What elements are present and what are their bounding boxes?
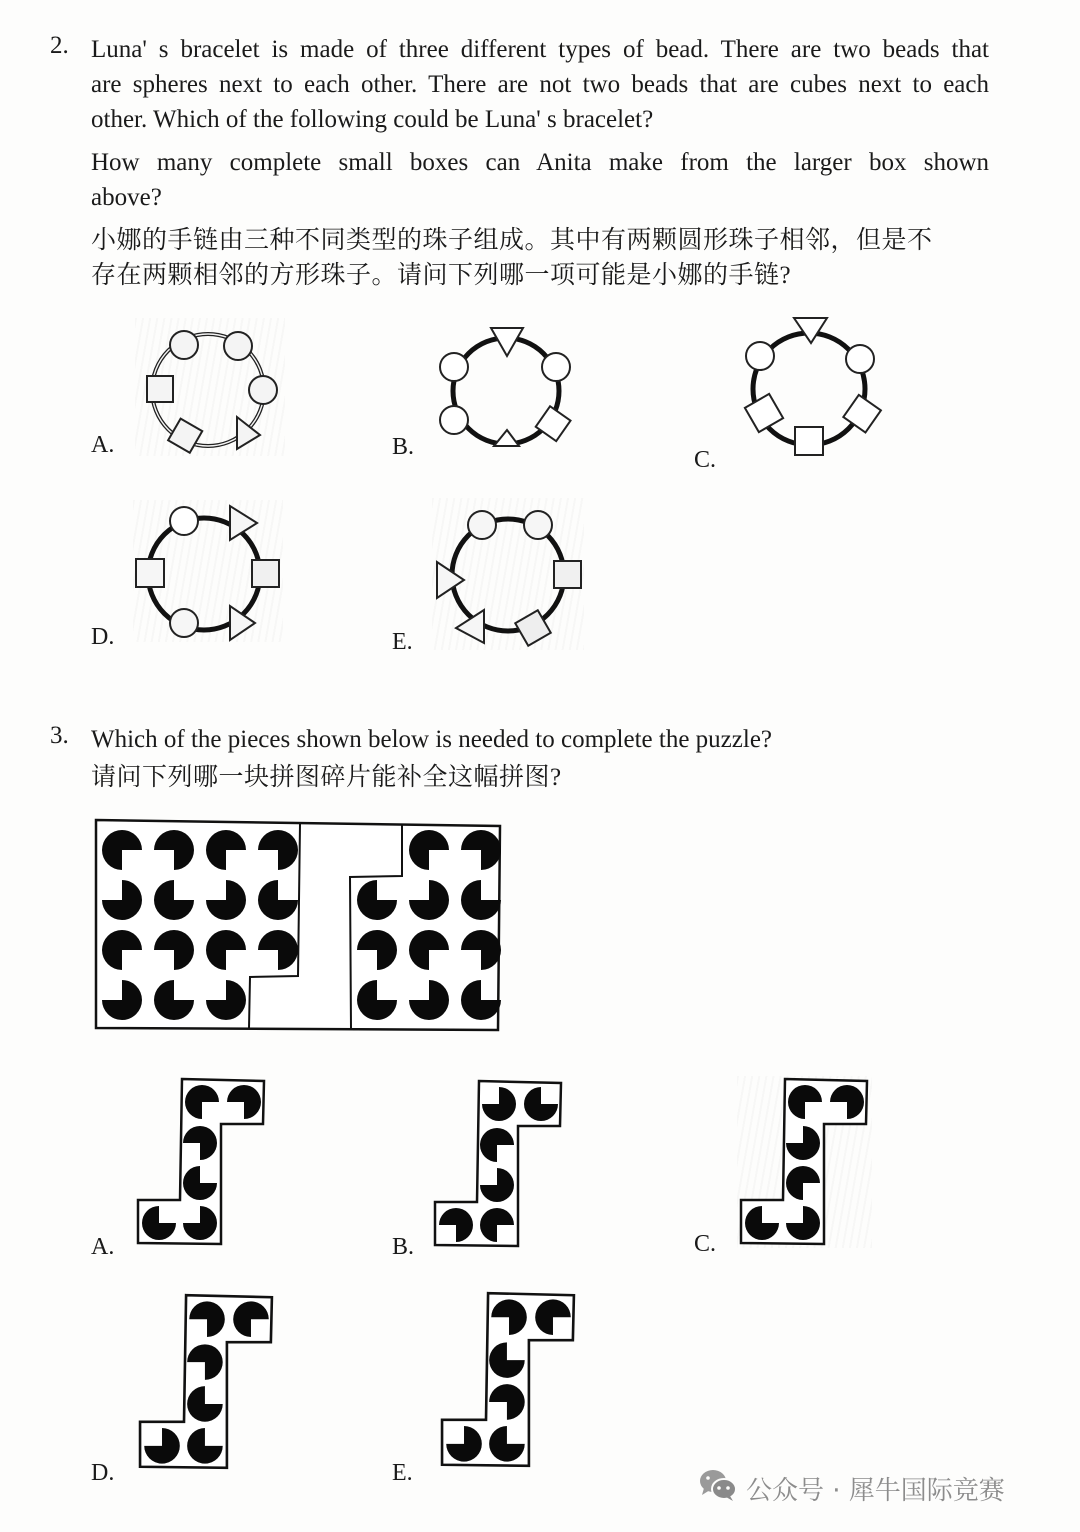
sphere-bead-icon [542,353,570,381]
sphere-bead-icon [524,511,552,539]
watermark-text: 公众号 · 犀牛国际竞赛 [746,1476,1005,1506]
cube-bead-icon [554,561,581,588]
piece-c-label: C. [694,1231,717,1257]
bracelet-option-d[interactable] [133,500,283,642]
bracelet-option-a[interactable] [135,318,285,456]
question-2-line-2: are spheres next to each other. There are not two beads that are cubes next to each [91,71,989,98]
wechat-icon [698,1468,738,1509]
question-2-line-3: other. Which of the following could be Luna' s bracelet? [91,106,654,133]
triangle-bead-icon [494,430,519,446]
piece-e-label: E. [392,1460,413,1486]
question-2-number: 2. [50,32,69,59]
sphere-bead-icon [440,406,468,434]
bracelet-option-c[interactable] [736,312,886,462]
piece-a-label: A. [91,1234,115,1260]
triangle-bead-icon [491,328,523,356]
sphere-bead-icon [224,332,252,360]
question-2-text [91,32,989,293]
cube-bead-icon [536,406,571,441]
question-3-cn-text: 请问下列哪一块拼图碎片能补全这幅拼图? [91,764,562,791]
sphere-bead-icon [249,376,277,404]
cube-bead-icon [168,419,202,453]
question-2-cn-line-1: 小娜的手链由三种不同类型的珠子组成。其中有两颗圆形珠子相邻，但是不 [91,227,933,254]
piece-option-e[interactable] [436,1290,581,1470]
sphere-bead-icon [468,511,496,539]
triangle-bead-icon [230,606,255,640]
piece-option-a[interactable] [134,1076,269,1248]
sphere-bead-icon [170,331,198,359]
cube-bead-icon [136,559,164,587]
cube-bead-icon [252,560,279,587]
bracelet-option-b[interactable] [435,318,585,456]
watermark [698,1468,1005,1509]
option-e-label: E. [392,629,413,655]
option-c-label: C. [694,447,717,473]
sphere-bead-icon [170,609,198,637]
sphere-bead-icon [746,342,774,370]
sphere-bead-icon [440,353,468,381]
puzzle-board [92,816,504,1034]
piece-option-c[interactable] [737,1076,872,1248]
question-3-text: Which of the pieces shown below is needed to complete the puzzle? [91,726,773,753]
cube-bead-icon [745,394,783,432]
piece-b-label: B. [392,1234,415,1260]
option-d-label: D. [91,624,115,650]
piece-d-label: D. [91,1460,115,1486]
triangle-bead-icon [237,417,260,449]
question-2-cn-line-2: 存在两颗相邻的方形珠子。请问下列哪一项可能是小娜的手链? [91,262,792,289]
sphere-bead-icon [846,345,874,373]
question-2-extra-line-2: above? [91,184,162,211]
option-b-label: B. [392,434,415,460]
question-2-extra-line-1: How many complete small boxes can Anita make from the larger box shown [91,149,989,176]
triangle-bead-icon [794,318,827,343]
piece-option-b[interactable] [431,1078,566,1250]
bracelet-option-e[interactable] [432,498,584,650]
question-3-number: 3. [50,722,69,749]
cube-bead-icon [795,427,823,455]
sphere-bead-icon [170,507,198,535]
cube-bead-icon [147,376,173,402]
option-a-label: A. [91,432,115,458]
piece-option-d[interactable] [134,1292,279,1472]
question-2-line-1: Luna' s bracelet is made of three different types of bead. There are two beads that [91,36,989,63]
